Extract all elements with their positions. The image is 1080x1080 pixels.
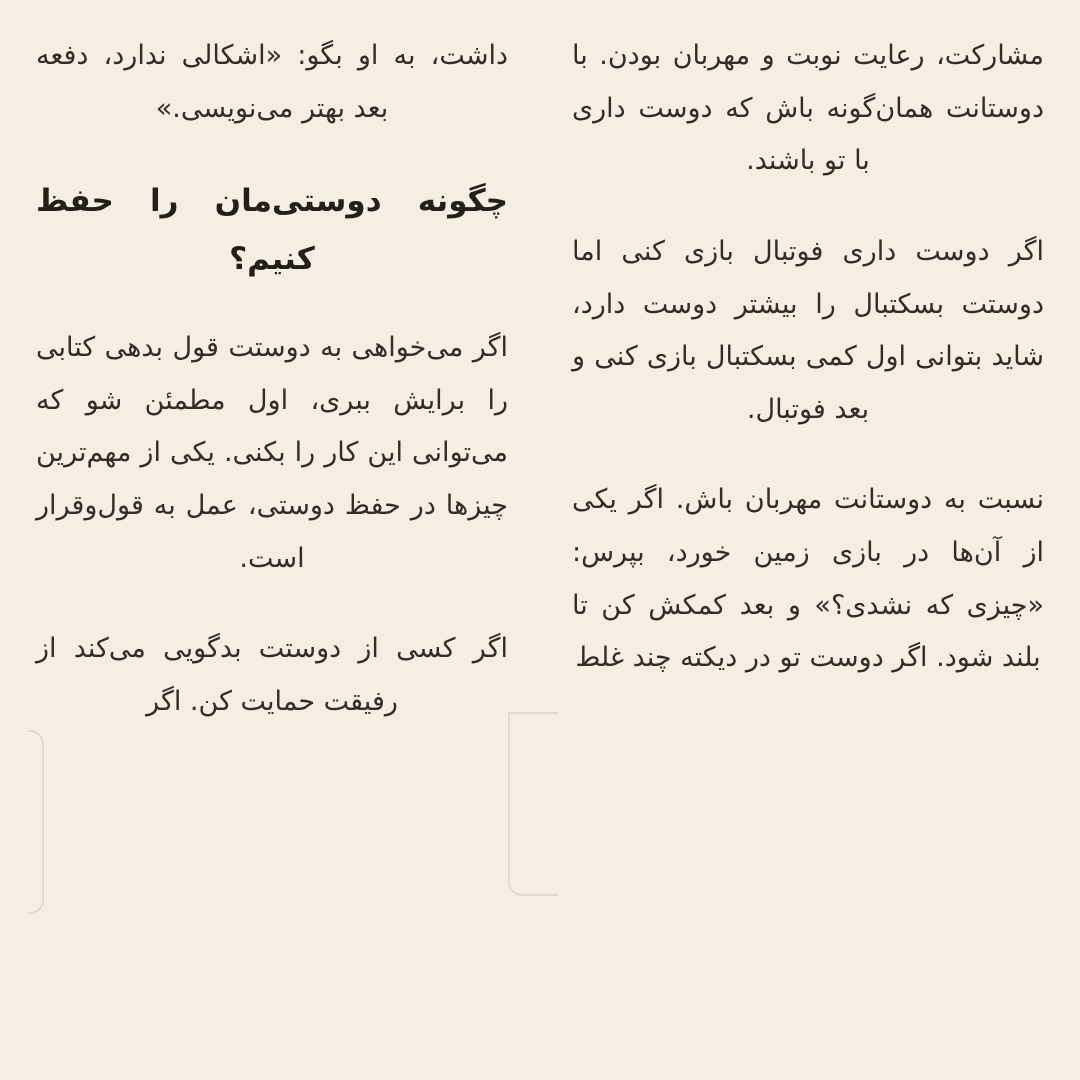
paragraph: مشارکت، رعایت نوبت و مهربان بودن. با دوستانت همان‌گونه باش که دوست داری با تو باشند. — [572, 40, 1044, 177]
paragraph: اگر می‌خواهی به دوستت قول بدهی کتابی را برایش ببری، اول مطمئن شو که می‌توانی این کار را بکنی. یکی از مهم‌ترین چیزها در حفظ دوستی، عمل به قول‌وقرار است. — [36, 331, 508, 574]
paragraph: اگر کسی از دوستت بدگویی می‌کند از رفیقت حمایت کن. اگر — [36, 633, 508, 717]
paragraph: نسبت به دوستانت مهربان باش. اگر یکی از آن‌ها در بازی زمین خورد، بپرس: «چیزی که نشدی؟» و بعد کمکش کن تا بلند شود. اگر دوست تو در دیکته چند غلط — [572, 484, 1044, 674]
section-heading: چگونه دوستی‌مان را حفظ کنیم؟ — [36, 183, 508, 277]
paragraph-continuation: داشت، به او بگو: «اشکالی ندارد، دفعه بعد بهتر می‌نویسی.» — [36, 40, 508, 124]
column-left — [36, 18, 508, 1080]
paragraph: اگر دوست داری فوتبال بازی کنی اما دوستت بسکتبال را بیشتر دوست دارد، شاید بتوانی اول کمی بسکتبال بازی کنی و بعد فوتبال. — [572, 235, 1044, 425]
page-frame-edge-decoration — [28, 730, 44, 914]
column-right — [572, 18, 1044, 1080]
